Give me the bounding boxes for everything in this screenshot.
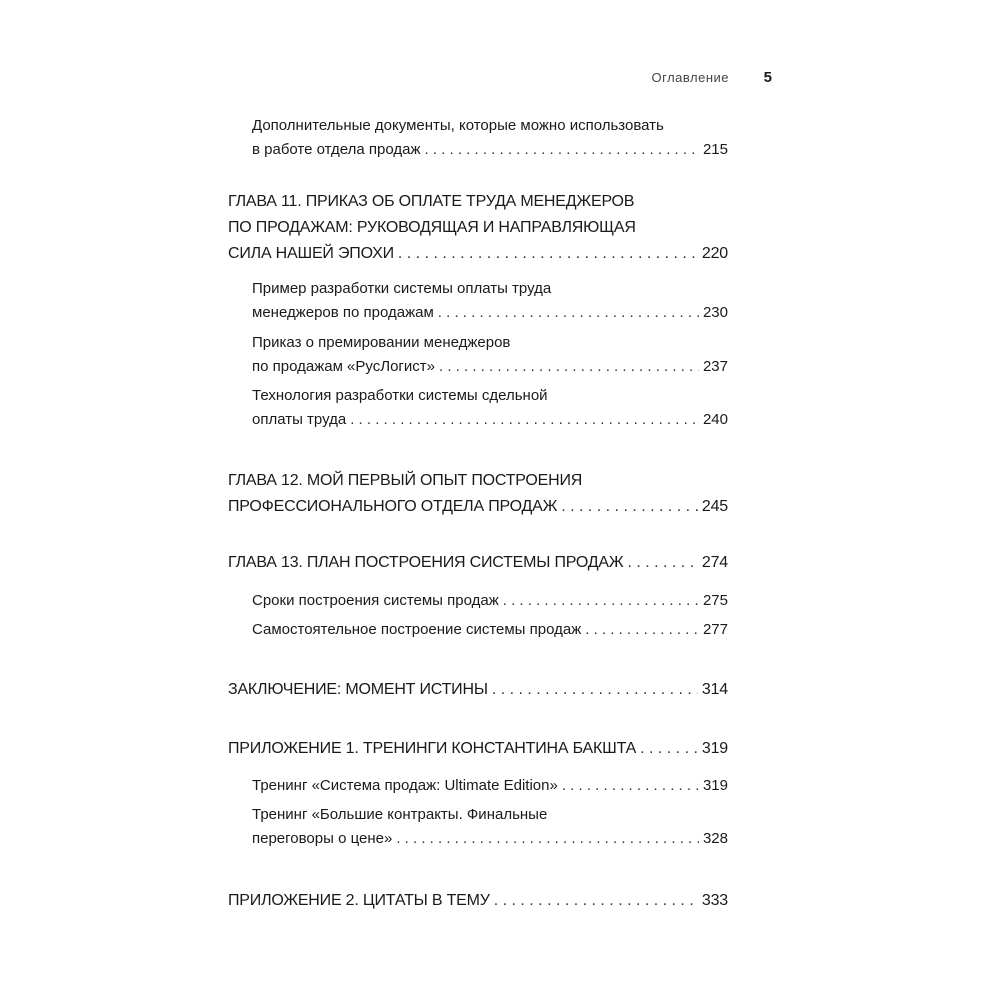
toc-chapter-title: ЗАКЛЮЧЕНИЕ: МОМЕНТ ИСТИНЫ (228, 681, 488, 698)
toc-chapter (228, 468, 728, 520)
dot-leader (494, 888, 698, 914)
toc-chapter (228, 888, 728, 914)
dot-leader (398, 241, 698, 267)
toc-entry-title: по продажам «РусЛогист» (252, 358, 435, 375)
toc-entry-title: в работе отдела продаж (252, 141, 421, 158)
toc-chapter-title: ГЛАВА 11. ПРИКАЗ ОБ ОПЛАТЕ ТРУДА МЕНЕДЖЕРОВ (228, 193, 635, 210)
toc-page-number: 328 (702, 830, 728, 847)
toc-page-number: 277 (702, 621, 728, 638)
dot-leader (503, 589, 699, 613)
header-title: Оглавление (651, 70, 729, 85)
dot-leader (585, 618, 699, 642)
toc-chapter-title: ПРИЛОЖЕНИЕ 1. ТРЕНИНГИ КОНСТАНТИНА БАКШТА (228, 740, 637, 757)
toc-chapter (228, 677, 728, 703)
toc-entry (252, 803, 728, 851)
toc-chapter-title: ПРОФЕССИОНАЛЬНОГО ОТДЕЛА ПРОДАЖ (228, 498, 558, 515)
toc-entry-title: оплаты труда (252, 411, 347, 428)
toc-page-number: 275 (702, 592, 728, 609)
dot-leader (562, 774, 699, 798)
toc-entry-title: менеджеров по продажам (252, 304, 434, 321)
dot-leader (396, 827, 699, 851)
running-header (600, 70, 775, 90)
toc-chapter-title: СИЛА НАШЕЙ ЭПОХИ (228, 245, 394, 262)
toc-page-number: 333 (701, 892, 728, 909)
toc-entry-title: Пример разработки системы оплаты труда (252, 280, 552, 297)
toc-entry-title: Тренинг «Большие контракты. Финальные (252, 806, 548, 823)
toc-entry (252, 589, 728, 613)
toc-page-number: 245 (701, 498, 728, 515)
toc-chapter (228, 736, 728, 762)
toc-entry-title: Тренинг «Система продаж: Ultimate Edition» (252, 777, 558, 794)
dot-leader (492, 677, 698, 703)
toc-entry (252, 114, 728, 162)
toc-page-number: 220 (701, 245, 728, 262)
toc-page-number: 274 (701, 554, 728, 571)
toc-entry-title: Приказ о премировании менеджеров (252, 334, 511, 351)
toc-chapter-title: ГЛАВА 13. ПЛАН ПОСТРОЕНИЯ СИСТЕМЫ ПРОДАЖ (228, 554, 624, 571)
toc-entry-title: Дополнительные документы, которые можно использовать (252, 117, 664, 134)
toc-entry (252, 774, 728, 798)
dot-leader (425, 138, 699, 162)
toc-entry-title: Самостоятельное построение системы продаж (252, 621, 582, 638)
dot-leader (627, 550, 697, 576)
toc-chapter (228, 550, 728, 576)
toc-entry (252, 331, 728, 379)
toc-entry (252, 384, 728, 432)
toc-entry-title: переговоры о цене» (252, 830, 393, 847)
toc-chapter-title: ПО ПРОДАЖАМ: РУКОВОДЯЩАЯ И НАПРАВЛЯЮЩАЯ (228, 219, 636, 236)
toc-chapter (228, 189, 728, 267)
toc-page-number: 314 (701, 681, 728, 698)
toc-page-number: 237 (702, 358, 728, 375)
dot-leader (561, 494, 698, 520)
toc-page-number: 215 (702, 141, 728, 158)
toc-page-number: 240 (702, 411, 728, 428)
toc-page-number: 319 (702, 777, 728, 794)
page-number: 5 (763, 69, 772, 86)
toc-page-number: 319 (701, 740, 728, 757)
dot-leader (438, 301, 699, 325)
dot-leader (640, 736, 698, 762)
dot-leader (350, 408, 699, 432)
toc-chapter-title: ПРИЛОЖЕНИЕ 2. ЦИТАТЫ В ТЕМУ (228, 892, 490, 909)
toc-chapter-title: ГЛАВА 12. МОЙ ПЕРВЫЙ ОПЫТ ПОСТРОЕНИЯ (228, 472, 583, 489)
dot-leader (439, 355, 699, 379)
toc-entry-title: Сроки построения системы продаж (252, 592, 499, 609)
toc-entry (252, 277, 728, 325)
toc-page-number: 230 (702, 304, 728, 321)
toc-entry (252, 618, 728, 642)
toc-entry-title: Технология разработки системы сдельной (252, 387, 548, 404)
